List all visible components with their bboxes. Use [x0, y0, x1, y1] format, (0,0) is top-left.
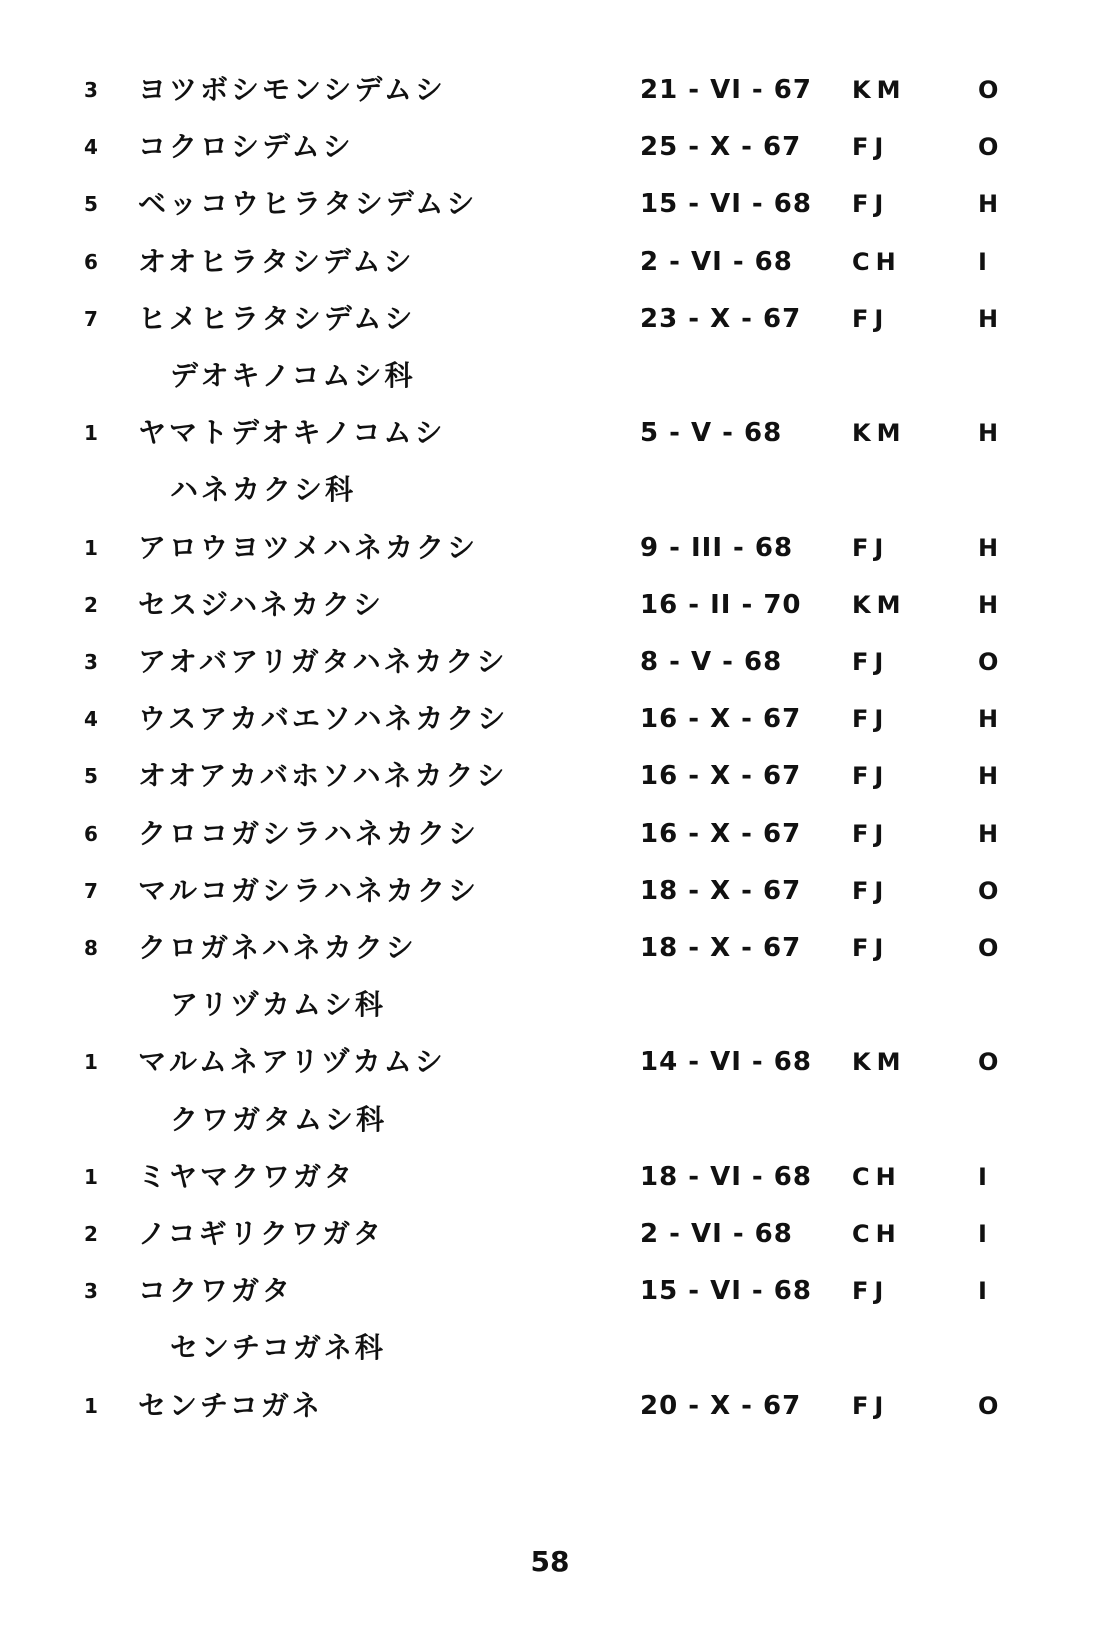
species-name: センチコガネ	[138, 1388, 323, 1422]
species-row	[0, 867, 1100, 915]
collector-code: FJ	[852, 762, 890, 791]
grade-mark: H	[978, 304, 999, 333]
collector-code: KM	[852, 419, 907, 448]
collection-date: 21 - VI - 67	[640, 75, 812, 105]
grade-mark: H	[978, 190, 999, 219]
species-name: コクロシデムシ	[138, 130, 354, 164]
grade-mark: H	[978, 819, 999, 848]
species-row	[0, 1267, 1100, 1315]
entry-number: 2	[84, 1222, 98, 1246]
collection-date: 16 - X - 67	[640, 818, 802, 849]
page-number: 58	[530, 1545, 570, 1578]
entry-number: 6	[84, 249, 98, 274]
species-row	[0, 1153, 1100, 1201]
collection-date: 15 - VI - 68	[640, 189, 812, 220]
species-row	[0, 1382, 1100, 1430]
species-name: アオバアリガタハネカクシ	[138, 645, 508, 678]
entry-number: 1	[84, 1393, 98, 1418]
collector-code: FJ	[852, 934, 890, 962]
species-name: クロガネハネカクシ	[138, 931, 417, 964]
entry-number: 3	[84, 1279, 98, 1304]
grade-mark: I	[978, 1277, 987, 1306]
family-heading: デオキノコムシ科	[170, 359, 416, 392]
entry-number: 7	[84, 878, 98, 903]
species-row	[0, 924, 1100, 972]
grade-mark: H	[978, 533, 999, 562]
collector-code: CH	[852, 1220, 902, 1248]
entry-number: 1	[84, 421, 98, 446]
species-name: ヨツボシモンシデムシ	[138, 73, 446, 106]
collection-date: 5 - V - 68	[640, 418, 783, 449]
collector-code: FJ	[852, 876, 890, 905]
family-heading: センチコガネ科	[170, 1331, 386, 1365]
collector-code: FJ	[852, 133, 890, 162]
collection-date: 16 - X - 67	[640, 761, 802, 792]
species-name: オオアカバホソハネカクシ	[138, 759, 508, 793]
species-name: オオヒラタシデムシ	[138, 244, 415, 278]
collection-date: 2 - VI - 68	[640, 1219, 793, 1249]
family-heading-row	[0, 1096, 1100, 1144]
collection-date: 16 - X - 67	[640, 704, 802, 735]
family-heading-row	[0, 352, 1100, 400]
collector-code: CH	[852, 1162, 902, 1191]
species-row	[0, 1038, 1100, 1086]
species-name: セスジハネカクシ	[138, 587, 385, 621]
collector-code: FJ	[852, 190, 890, 219]
species-name: ヤマトデオキノコムシ	[138, 416, 446, 450]
species-row	[0, 752, 1100, 800]
grade-mark: H	[978, 419, 999, 448]
species-name: マルコガシラハネカクシ	[138, 873, 480, 907]
grade-mark: O	[978, 1048, 999, 1077]
collection-date: 2 - VI - 68	[640, 246, 793, 277]
collection-date: 18 - X - 67	[640, 933, 802, 963]
family-heading-row	[0, 1324, 1100, 1372]
entry-number: 4	[84, 135, 98, 160]
collector-code: FJ	[852, 1277, 890, 1306]
species-name: ベッコウヒラタシデムシ	[138, 187, 478, 221]
entry-number: 2	[84, 592, 98, 617]
species-row	[0, 295, 1100, 343]
grade-mark: H	[978, 705, 999, 734]
grade-mark: I	[978, 247, 987, 276]
species-row	[0, 180, 1100, 228]
species-name: ノコギリクワガタ	[138, 1217, 385, 1250]
grade-mark: O	[978, 876, 999, 905]
grade-mark: O	[978, 133, 999, 162]
grade-mark: O	[978, 1391, 999, 1420]
collector-code: FJ	[852, 304, 890, 333]
collector-code: KM	[852, 76, 907, 104]
family-heading: ハネカクシ科	[170, 473, 357, 507]
grade-mark: H	[978, 590, 999, 619]
entry-number: 8	[84, 936, 98, 960]
collector-code: KM	[852, 590, 907, 619]
collection-date: 9 - III - 68	[640, 532, 794, 563]
collection-date: 20 - X - 67	[640, 1390, 802, 1421]
collection-date: 18 - X - 67	[640, 875, 802, 906]
species-row	[0, 238, 1100, 286]
collector-code: FJ	[852, 705, 890, 734]
species-name: マルムネアリヅカムシ	[138, 1045, 446, 1079]
entry-number: 3	[84, 650, 98, 674]
collection-date: 15 - VI - 68	[640, 1276, 812, 1307]
family-heading: アリヅカムシ科	[170, 988, 386, 1022]
collector-code: FJ	[852, 533, 890, 562]
species-name: クロコガシラハネカクシ	[138, 816, 480, 850]
collection-date: 23 - X - 67	[640, 303, 802, 334]
entry-number: 1	[84, 535, 98, 560]
entry-number: 7	[84, 306, 98, 331]
entry-number: 5	[84, 764, 98, 789]
entry-number: 1	[84, 1050, 98, 1075]
entry-number: 6	[84, 821, 98, 846]
species-row	[0, 581, 1100, 629]
species-name: アロウヨツメハネカクシ	[138, 530, 479, 564]
entry-number: 4	[84, 707, 98, 732]
species-row	[0, 810, 1100, 858]
species-name: ミヤマクワガタ	[138, 1159, 356, 1193]
collection-date: 8 - V - 68	[640, 647, 783, 677]
species-name: ウスアカバエソハネカクシ	[138, 702, 509, 736]
species-name: ヒメヒラタシデムシ	[138, 301, 416, 335]
grade-mark: I	[978, 1220, 987, 1248]
entry-number: 1	[84, 1164, 98, 1189]
collector-code: CH	[852, 247, 902, 276]
collection-date: 18 - VI - 68	[640, 1161, 812, 1192]
species-name: コクワガタ	[138, 1274, 294, 1308]
entry-number: 3	[84, 78, 98, 102]
collector-code: FJ	[852, 648, 890, 676]
species-row	[0, 638, 1100, 686]
species-row	[0, 695, 1100, 743]
species-row	[0, 524, 1100, 572]
collector-code: FJ	[852, 819, 890, 848]
grade-mark: O	[978, 648, 999, 676]
collector-code: KM	[852, 1048, 907, 1077]
grade-mark: O	[978, 934, 999, 962]
species-row	[0, 409, 1100, 457]
grade-mark: H	[978, 762, 999, 791]
family-heading: クワガタムシ科	[170, 1102, 388, 1136]
collection-date: 16 - II - 70	[640, 589, 802, 620]
entry-number: 5	[84, 192, 98, 217]
collection-date: 25 - X - 67	[640, 132, 802, 163]
grade-mark: I	[978, 1162, 987, 1191]
grade-mark: O	[978, 76, 999, 104]
collector-code: FJ	[852, 1391, 890, 1420]
species-row	[0, 123, 1100, 171]
family-heading-row	[0, 981, 1100, 1029]
collection-date: 14 - VI - 68	[640, 1047, 812, 1078]
family-heading-row	[0, 466, 1100, 514]
species-row	[0, 1210, 1100, 1258]
species-row	[0, 66, 1100, 114]
